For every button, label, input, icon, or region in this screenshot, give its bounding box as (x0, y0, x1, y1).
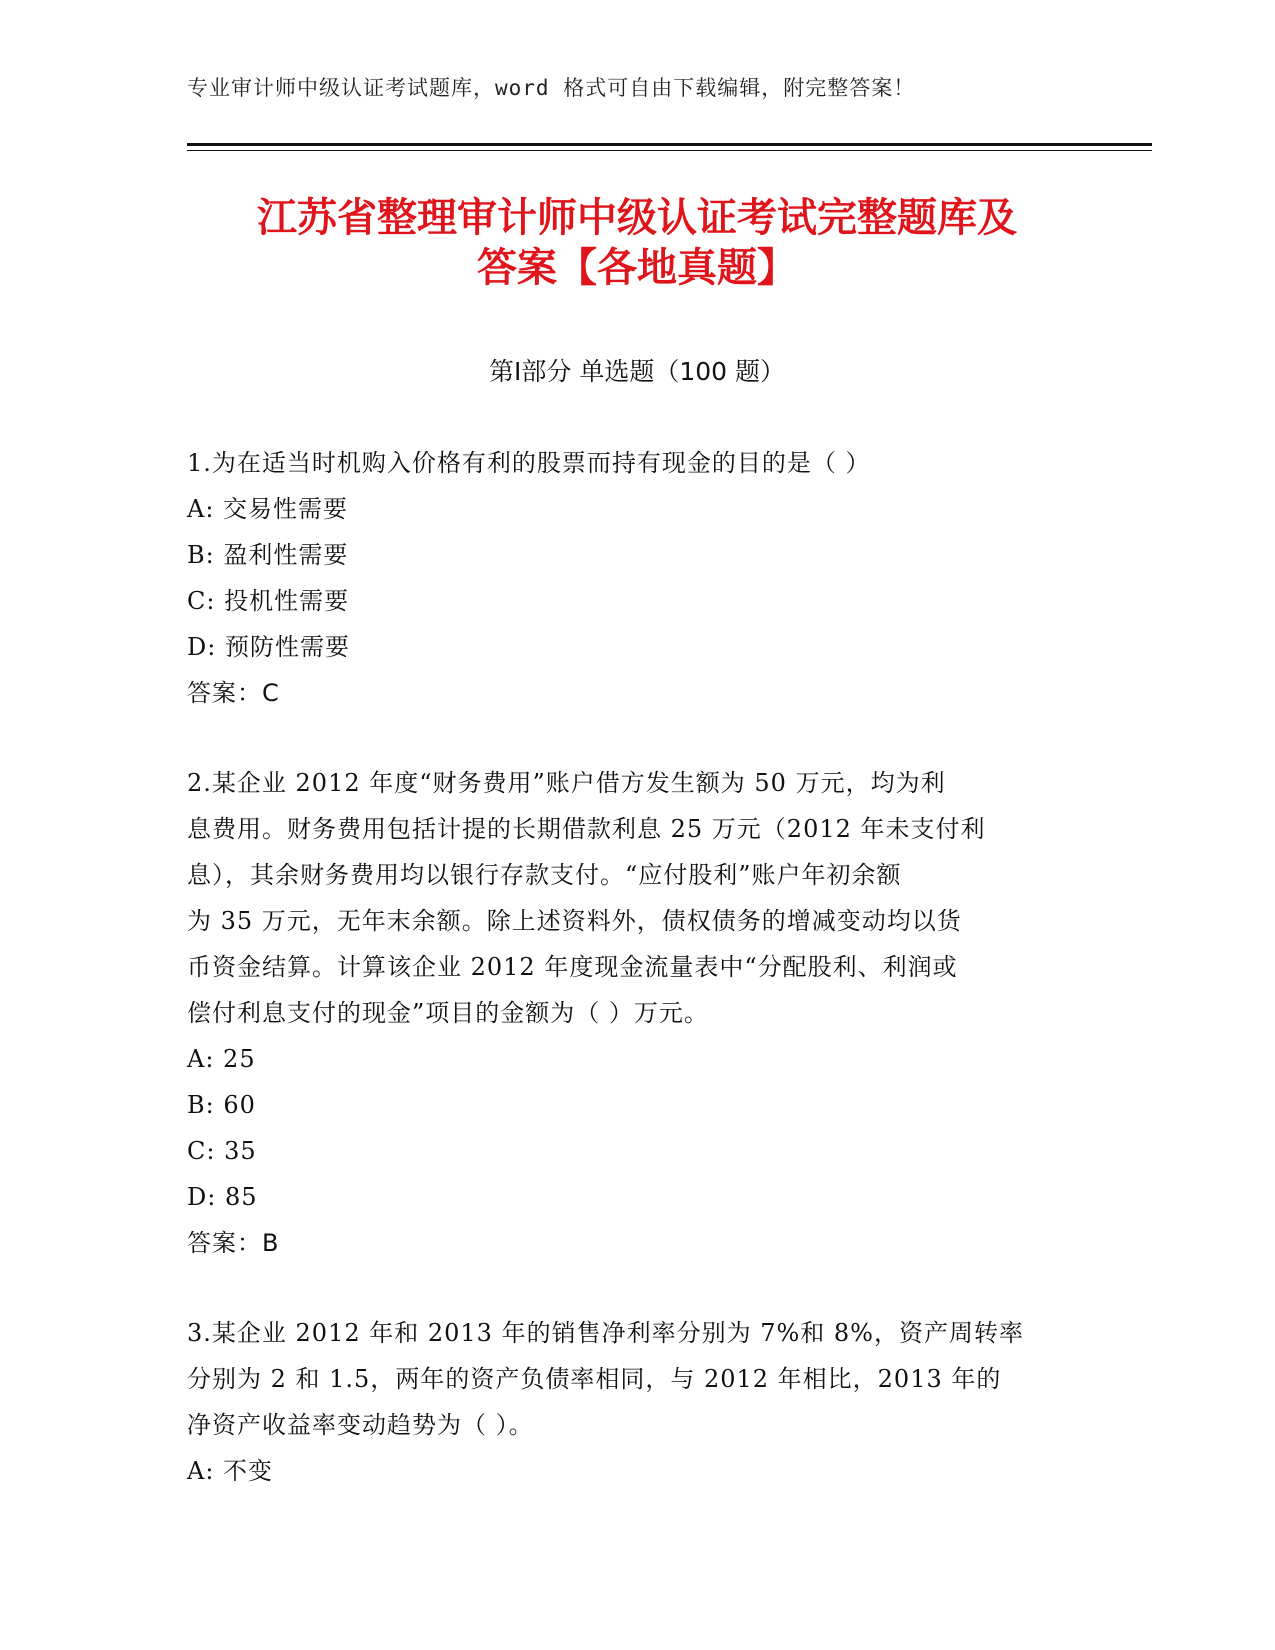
question-3-option-a: A: 不变 (187, 1457, 274, 1485)
question-3 (187, 1310, 1087, 1494)
question-2-option-a: A: 25 (187, 1045, 256, 1073)
question-2-option-b: B: 60 (187, 1091, 256, 1119)
question-2-option-d: D: 85 (187, 1183, 258, 1211)
question-2-text-line-3: 息），其余财务费用均以银行存款支付。“应付股利”账户年初余额 (187, 861, 902, 889)
header-rule-thick (187, 143, 1152, 146)
title-line-1: 江苏省整理审计师中级认证考试完整题库及 (257, 195, 1017, 241)
header-rule-thin (187, 150, 1152, 151)
question-2-text-line-5: 币资金结算。计算该企业 2012 年度现金流量表中“分配股利、利润或 (187, 953, 958, 981)
question-3-text-line-2: 分别为 2 和 1.5，两年的资产负债率相同，与 2012 年相比，2013 年的 (187, 1365, 1002, 1393)
question-2-text-line-6: 偿付利息支付的现金”项目的金额为（ ）万元。 (187, 999, 709, 1027)
question-1-option-d: D: 预防性需要 (187, 633, 350, 661)
question-3-text-line-3: 净资产收益率变动趋势为（ ）。 (187, 1411, 534, 1439)
section-heading: 第Ⅰ部分 单选题（100 题） (489, 357, 785, 386)
title-line-2: 答案【各地真题】 (477, 245, 797, 291)
question-1 (187, 440, 1087, 716)
question-1-option-a: A: 交易性需要 (187, 495, 349, 523)
header-note: 专业审计师中级认证考试题库，word 格式可自由下载编辑，附完整答案！ (187, 76, 916, 100)
question-1-option-b: B: 盈利性需要 (187, 541, 349, 569)
question-2 (187, 760, 1087, 1266)
question-2-text-line-4: 为 35 万元，无年末余额。除上述资料外，债权债务的增减变动均以货 (187, 907, 962, 935)
document-title (187, 193, 1087, 293)
question-3-text-line-1: 3.某企业 2012 年和 2013 年的销售净利率分别为 7%和 8%，资产周转率 (187, 1319, 1024, 1347)
question-2-option-c: C: 35 (187, 1137, 257, 1165)
question-2-text-line-1: 2.某企业 2012 年度“财务费用”账户借方发生额为 50 万元，均为利 (187, 769, 946, 797)
question-1-answer: 答案：C (187, 679, 280, 707)
question-2-answer: 答案：B (187, 1229, 280, 1257)
question-2-text-line-2: 息费用。财务费用包括计提的长期借款利息 25 万元（2012 年未支付利 (187, 815, 986, 843)
question-1-option-c: C: 投机性需要 (187, 587, 350, 615)
question-list (187, 440, 1087, 1494)
question-1-text: 1.为在适当时机购入价格有利的股票而持有现金的目的是（ ） (187, 449, 871, 477)
